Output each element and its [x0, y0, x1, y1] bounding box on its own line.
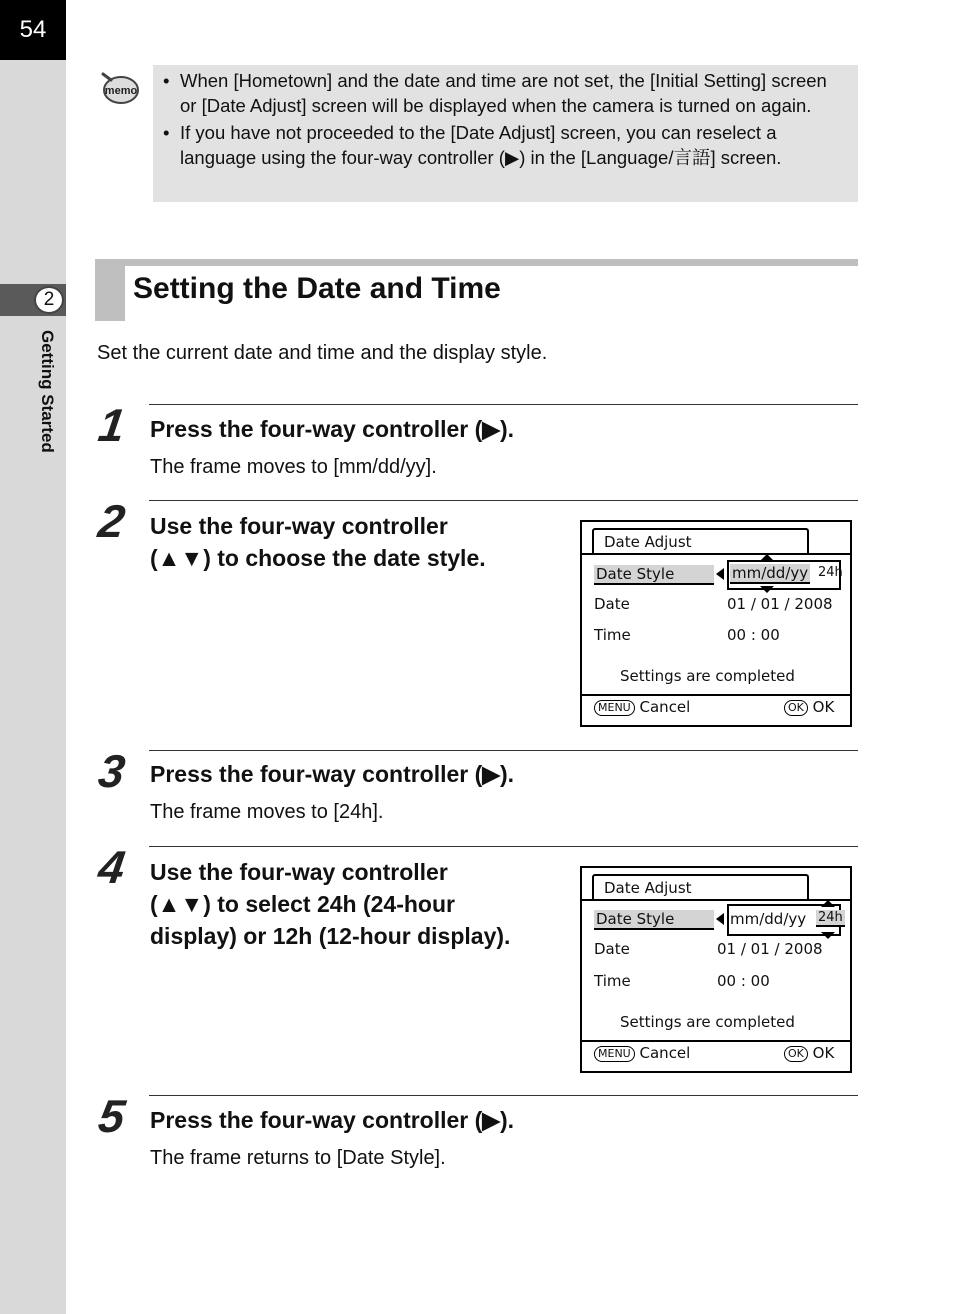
- memo-bullet: • When [Hometown] and the date and time are not set, the [Initial Setting] screen or [Date Adjust] screen will be displayed when the camera is turned on again.: [163, 70, 827, 116]
- date-style-label: Date Style: [594, 565, 714, 585]
- time-value: 00 : 00: [717, 972, 770, 990]
- memo-icon: [97, 70, 141, 106]
- ok-control: [784, 698, 834, 716]
- time-label: Time: [594, 626, 631, 644]
- section-bar: [95, 259, 858, 266]
- memo-bullet: • If you have not proceeded to the [Date Adjust] screen, you can reselect a language using the four-way controller (▶) in the [Language/言語] screen.: [163, 122, 782, 168]
- step-heading-line: display) or 12h (12-hour display).: [150, 923, 511, 949]
- cancel-control: [594, 1044, 690, 1062]
- chapter-label: Getting Started: [38, 330, 57, 453]
- cancel-control: [594, 698, 690, 716]
- time-value: 00 : 00: [727, 626, 780, 644]
- screen-footer-line: [582, 1040, 850, 1042]
- status-text: Settings are completed: [620, 1013, 795, 1031]
- menu-button-icon: MENU: [594, 1046, 635, 1062]
- screen-footer-line: [582, 694, 850, 696]
- step-description: The frame moves to [24h].: [150, 801, 384, 823]
- section-bar-left: [95, 259, 125, 321]
- section-intro: Set the current date and time and the display style.: [97, 342, 548, 364]
- camera-screen: [580, 866, 852, 1073]
- memo-bullet-text: If you have not proceeded to the [Date Adjust] screen, you can reselect a language using the four-way controller (▶) in the [Language/言語] screen.: [180, 122, 782, 168]
- left-arrow-icon: [716, 568, 724, 580]
- step-number: 1: [95, 399, 129, 451]
- ok-button-icon: OK: [784, 1046, 808, 1062]
- step-rule: [149, 404, 858, 405]
- status-text: Settings are completed: [620, 667, 795, 685]
- ok-label: OK: [812, 698, 835, 716]
- side-strip: [0, 0, 66, 1314]
- screen-title: Date Adjust: [592, 528, 809, 554]
- date-value: 01 / 01 / 2008: [727, 595, 833, 613]
- step-number: 5: [95, 1090, 129, 1142]
- date-format-value: mm/dd/yy: [732, 564, 809, 582]
- step-heading-line: (▲▼) to choose the date style.: [150, 545, 486, 571]
- step-heading: Press the four-way controller (▶).: [150, 416, 515, 442]
- hour-format-value: 24h: [818, 910, 843, 925]
- camera-screen: [580, 520, 852, 727]
- hour-format-value: 24h: [818, 565, 843, 580]
- step-heading-line: Use the four-way controller: [150, 513, 448, 539]
- step-description: The frame returns to [Date Style].: [150, 1147, 446, 1169]
- up-arrow-icon: [821, 900, 835, 907]
- date-label: Date: [594, 595, 630, 613]
- up-arrow-icon: [760, 554, 774, 561]
- cancel-label: Cancel: [639, 1044, 691, 1062]
- step-rule: [149, 846, 858, 847]
- ok-control: [784, 1044, 834, 1062]
- ok-button-icon: OK: [784, 700, 808, 716]
- step-rule: [149, 1095, 858, 1096]
- step-description: The frame moves to [mm/dd/yy].: [150, 456, 437, 478]
- step-heading: [150, 856, 510, 952]
- memo-icon-text: memo: [104, 85, 138, 97]
- date-label: Date: [594, 940, 630, 958]
- memo-box: [153, 65, 858, 202]
- step-heading: Press the four-way controller (▶).: [150, 1107, 515, 1133]
- step-number: 3: [95, 745, 129, 797]
- chapter-number: 2: [34, 286, 64, 314]
- ok-label: OK: [812, 1044, 835, 1062]
- step-heading-line: (▲▼) to select 24h (24-hour: [150, 891, 455, 917]
- step-heading: [150, 510, 486, 574]
- screen-tab-line: [582, 899, 850, 901]
- step-heading: Press the four-way controller (▶).: [150, 761, 515, 787]
- date-format-value: mm/dd/yy: [730, 910, 807, 928]
- section-title: Setting the Date and Time: [133, 272, 501, 305]
- down-arrow-icon: [821, 932, 835, 939]
- menu-button-icon: MENU: [594, 700, 635, 716]
- step-rule: [149, 750, 858, 751]
- screen-title: Date Adjust: [592, 874, 809, 900]
- down-arrow-icon: [760, 586, 774, 593]
- date-value: 01 / 01 / 2008: [717, 940, 823, 958]
- left-arrow-icon: [716, 913, 724, 925]
- time-label: Time: [594, 972, 631, 990]
- screen-tab-line: [582, 553, 850, 555]
- cancel-label: Cancel: [639, 698, 691, 716]
- memo-bullet-text: When [Hometown] and the date and time are not set, the [Initial Setting] screen or [Date Adjust] screen will be displayed when the camera is turned on again.: [180, 70, 827, 116]
- step-heading-line: Use the four-way controller: [150, 859, 448, 885]
- step-number: 2: [95, 495, 129, 547]
- step-number: 4: [95, 841, 129, 893]
- date-style-label: Date Style: [594, 910, 714, 930]
- step-rule: [149, 500, 858, 501]
- page-number: 54: [0, 0, 66, 60]
